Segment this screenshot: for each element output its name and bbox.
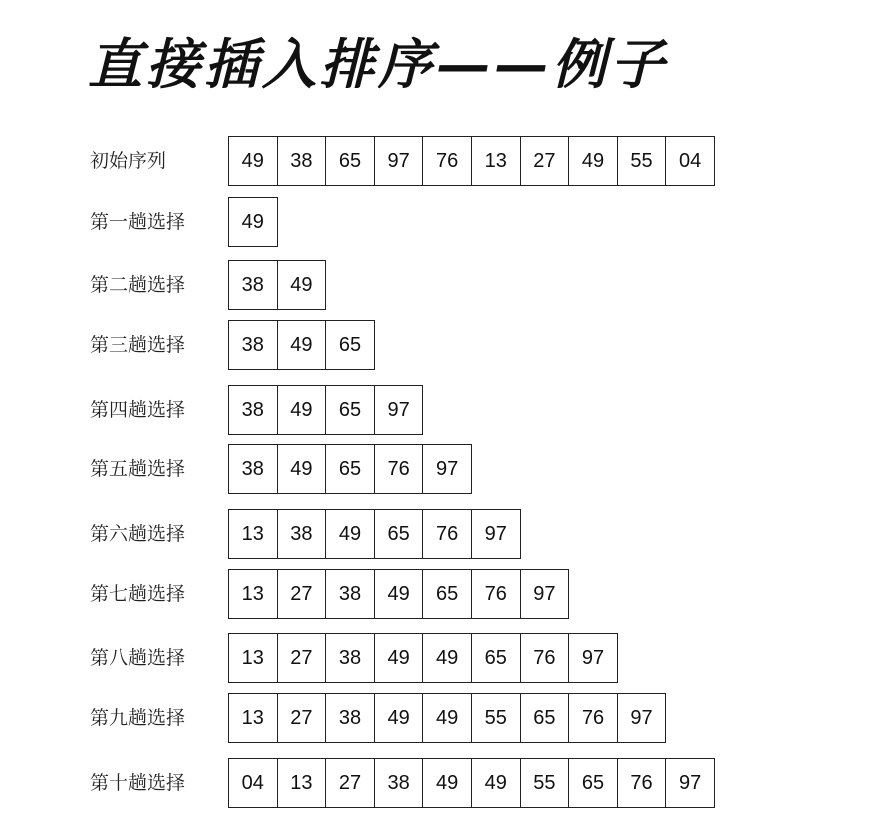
value-cell: 49 xyxy=(277,444,327,494)
value-cell: 04 xyxy=(665,136,715,186)
step-label: 初始序列 xyxy=(90,150,167,172)
value-cell: 76 xyxy=(422,136,472,186)
step-label: 第十趟选择 xyxy=(90,772,186,794)
value-cell: 76 xyxy=(617,758,667,808)
step-cells xyxy=(228,693,665,743)
step-cells xyxy=(228,509,520,559)
step-cells xyxy=(228,260,325,310)
value-cell: 27 xyxy=(520,136,570,186)
step-label: 第四趟选择 xyxy=(90,399,186,421)
value-cell: 38 xyxy=(277,509,327,559)
value-cell: 38 xyxy=(374,758,424,808)
value-cell: 13 xyxy=(228,633,278,683)
value-cell: 27 xyxy=(325,758,375,808)
step-cells xyxy=(228,444,471,494)
value-cell: 38 xyxy=(228,385,278,435)
value-cell: 49 xyxy=(422,693,472,743)
step-cells xyxy=(228,758,714,808)
value-cell: 49 xyxy=(422,633,472,683)
value-cell: 27 xyxy=(277,569,327,619)
value-cell: 76 xyxy=(471,569,521,619)
value-cell: 04 xyxy=(228,758,278,808)
value-cell: 38 xyxy=(277,136,327,186)
value-cell: 49 xyxy=(277,385,327,435)
value-cell: 49 xyxy=(374,569,424,619)
value-cell: 27 xyxy=(277,633,327,683)
value-cell: 65 xyxy=(568,758,618,808)
step-cells xyxy=(228,633,617,683)
value-cell: 65 xyxy=(325,385,375,435)
step-label: 第七趟选择 xyxy=(90,583,186,605)
step-cells xyxy=(228,136,714,186)
slide-title: 直接插入排序——例子 xyxy=(88,32,668,96)
value-cell: 76 xyxy=(520,633,570,683)
step-label: 第三趟选择 xyxy=(90,334,186,356)
step-cells xyxy=(228,197,277,247)
value-cell: 49 xyxy=(568,136,618,186)
step-cells xyxy=(228,569,568,619)
value-cell: 49 xyxy=(228,197,278,247)
value-cell: 49 xyxy=(374,633,424,683)
value-cell: 49 xyxy=(422,758,472,808)
step-cells xyxy=(228,385,422,435)
value-cell: 49 xyxy=(277,320,327,370)
value-cell: 65 xyxy=(374,509,424,559)
value-cell: 97 xyxy=(520,569,570,619)
value-cell: 49 xyxy=(325,509,375,559)
value-cell: 38 xyxy=(228,320,278,370)
step-label: 第九趟选择 xyxy=(90,707,186,729)
value-cell: 38 xyxy=(228,444,278,494)
value-cell: 38 xyxy=(325,693,375,743)
value-cell: 49 xyxy=(228,136,278,186)
value-cell: 65 xyxy=(325,444,375,494)
value-cell: 38 xyxy=(325,569,375,619)
step-label: 第五趟选择 xyxy=(90,458,186,480)
value-cell: 13 xyxy=(228,509,278,559)
step-label: 第八趟选择 xyxy=(90,647,186,669)
value-cell: 49 xyxy=(374,693,424,743)
value-cell: 38 xyxy=(325,633,375,683)
value-cell: 97 xyxy=(568,633,618,683)
value-cell: 38 xyxy=(228,260,278,310)
step-label: 第六趟选择 xyxy=(90,523,186,545)
value-cell: 65 xyxy=(325,320,375,370)
value-cell: 65 xyxy=(471,633,521,683)
value-cell: 13 xyxy=(228,693,278,743)
value-cell: 55 xyxy=(471,693,521,743)
value-cell: 49 xyxy=(471,758,521,808)
value-cell: 13 xyxy=(277,758,327,808)
value-cell: 97 xyxy=(617,693,667,743)
value-cell: 76 xyxy=(374,444,424,494)
value-cell: 76 xyxy=(568,693,618,743)
value-cell: 65 xyxy=(325,136,375,186)
value-cell: 97 xyxy=(471,509,521,559)
value-cell: 97 xyxy=(422,444,472,494)
value-cell: 27 xyxy=(277,693,327,743)
step-label: 第一趟选择 xyxy=(90,211,186,233)
value-cell: 76 xyxy=(422,509,472,559)
value-cell: 55 xyxy=(520,758,570,808)
value-cell: 97 xyxy=(665,758,715,808)
value-cell: 97 xyxy=(374,136,424,186)
value-cell: 55 xyxy=(617,136,667,186)
value-cell: 13 xyxy=(228,569,278,619)
value-cell: 97 xyxy=(374,385,424,435)
value-cell: 65 xyxy=(422,569,472,619)
step-cells xyxy=(228,320,374,370)
value-cell: 49 xyxy=(277,260,327,310)
value-cell: 13 xyxy=(471,136,521,186)
step-label: 第二趟选择 xyxy=(90,274,186,296)
value-cell: 65 xyxy=(520,693,570,743)
